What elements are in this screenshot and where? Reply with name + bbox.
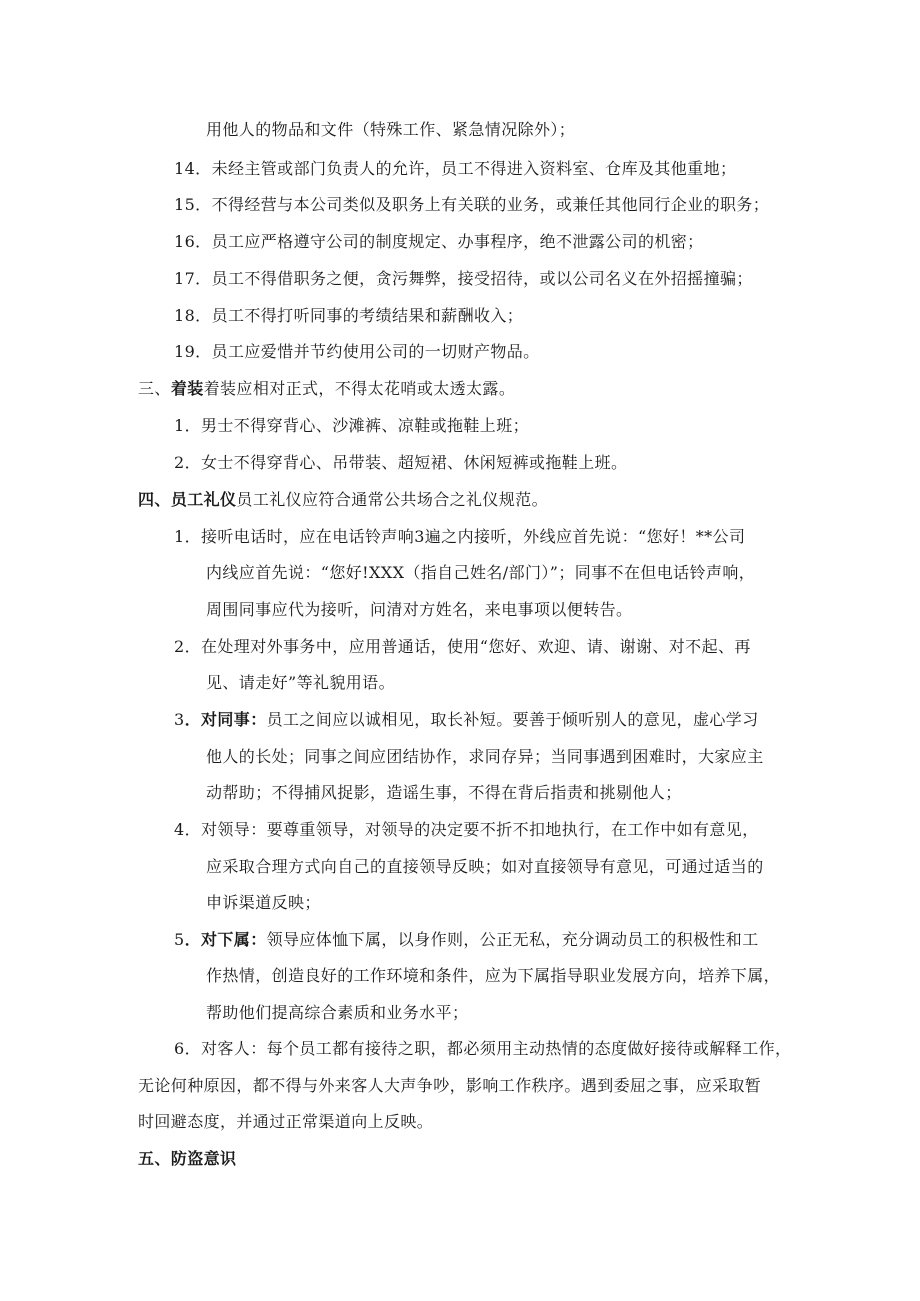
list-item-dress-2: 2．女士不得穿背心、吊带装、超短裙、休闲短裤或拖鞋上班。	[174, 453, 628, 472]
text-line: 他人的长处；同事之间应团结协作，求同存异；当同事遇到困难时，大家应主	[206, 747, 764, 766]
section-title: 着装	[170, 379, 204, 398]
text-line: 作热情，创造良好的工作环境和条件，应为下属指导职业发展方向，培养下属，	[206, 966, 781, 985]
list-item-leaders: 4．对领导：要尊重领导，对领导的决定要不折不扣地执行，在工作中如有意见，	[174, 820, 759, 839]
text-line: 应采取合理方式向自己的直接领导反映；如对直接领导有意见，可通过适当的	[206, 857, 764, 876]
text-line: 无论何种原因，都不得与外来客人大声争吵，影响工作秩序。遇到委屈之事，应采取暂	[138, 1076, 762, 1095]
list-item-dress-1: 1．男士不得穿背心、沙滩裤、凉鞋或拖鞋上班；	[174, 416, 529, 435]
section-title: 员工礼仪	[170, 490, 237, 509]
text-line: 内线应首先说：“您好!XXX（指自己姓名/部门）”；同事不在但电话铃声响，	[206, 563, 756, 582]
list-item-subordinates: 5．对下属：领导应体恤下属，以身作则，公正无私，充分调动员工的积极性和工	[174, 930, 759, 949]
text-line: 时回避态度，并通过正常渠道向上反映。	[138, 1112, 434, 1131]
text-line: 用他人的物品和文件（特殊工作、紧急情况除外）；	[206, 120, 576, 139]
item-number: 4	[174, 820, 185, 839]
section-heading-theft	[138, 1148, 236, 1170]
list-item-14: 14．未经主管或部门负责人的允许，员工不得进入资料室、仓库及其他重地；	[174, 159, 737, 178]
item-number: 5	[174, 930, 185, 949]
item-number: 14	[174, 159, 196, 178]
item-title: ．对下属：	[184, 930, 267, 949]
item-title: ．对同事：	[184, 710, 267, 729]
list-item-17: 17．员工不得借职务之便，贪污舞弊，接受招待，或以公司名义在外招摇撞骗；	[174, 269, 753, 288]
list-item-19: 19．员工应爱惜并节约使用公司的一切财产物品。	[174, 342, 540, 361]
section-heading-etiquette: 四、员工礼仪员工礼仪应符合通常公共场合之礼仪规范。	[138, 490, 549, 509]
item-number: 16	[174, 232, 196, 251]
section-title: 五、	[138, 1149, 171, 1168]
section-title: 防盗意识	[170, 1149, 237, 1168]
item-number: 17	[174, 269, 196, 288]
text-line: 见、请走好”等礼貌用语。	[206, 673, 395, 692]
list-item-15: 15．不得经营与本公司类似及职务上有关联的业务，或兼任其他同行企业的职务；	[174, 195, 770, 214]
section-heading-dress: 三、着装着装应相对正式，不得太花哨或太透太露。	[138, 379, 516, 398]
list-item-mandarin: 2．在处理对外事务中，应用普通话，使用“您好、欢迎、请、谢谢、对不起、再	[174, 637, 751, 656]
item-number: 3	[174, 710, 185, 729]
item-number: 2	[174, 637, 185, 656]
item-number: 19	[174, 342, 196, 361]
section-title: 四、	[138, 490, 171, 509]
text-line: 申诉渠道反映；	[206, 893, 321, 912]
item-number: 18	[174, 306, 196, 325]
item-number: 15	[174, 195, 196, 214]
list-item-colleagues: 3．对同事：员工之间应以诚相见，取长补短。要善于倾听别人的意见，虚心学习	[174, 710, 759, 729]
text-line: 周围同事应代为接听，问清对方姓名，来电事项以便转告。	[206, 600, 633, 619]
item-number: 1	[174, 527, 185, 546]
list-item-phone: 1．接听电话时，应在电话铃声响3遍之内接听，外线应首先说：“您好！**公司	[174, 527, 746, 546]
item-number: 6	[174, 1039, 185, 1058]
text-line: 帮助他们提高综合素质和业务水平；	[206, 1003, 469, 1022]
list-item-guests: 6．对客人：每个员工都有接待之职，都必须用主动热情的态度做好接待或解释工作，	[174, 1039, 792, 1058]
item-number: 2	[174, 453, 185, 472]
list-item-18: 18．员工不得打听同事的考绩结果和薪酬收入；	[174, 306, 524, 325]
list-item-16: 16．员工应严格遵守公司的制度规定、办事程序，绝不泄露公司的机密；	[174, 232, 704, 251]
text-line: 动帮助；不得捕风捉影，造谣生事，不得在背后指责和挑剔他人；	[206, 783, 682, 802]
item-number: 1	[174, 416, 185, 435]
